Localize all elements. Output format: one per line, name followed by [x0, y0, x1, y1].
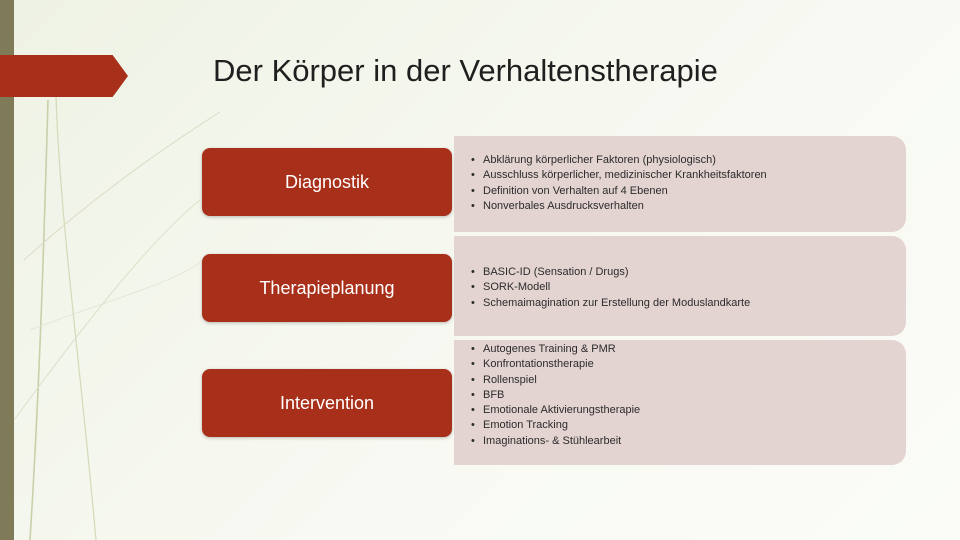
list-item: • Definition von Verhalten auf 4 Ebenen — [471, 184, 896, 199]
label-intervention: Intervention — [279, 392, 375, 413]
label-box-therapieplanung — [202, 254, 452, 322]
detail-box-therapieplanung — [454, 236, 906, 336]
list-item: • Ausschluss körperlicher, medizinischer Krankheitsfaktoren — [471, 168, 896, 183]
detail-list — [471, 153, 896, 214]
detail-list — [471, 265, 896, 311]
list-item: • Imaginations- & Stühlearbeit — [471, 434, 896, 449]
list-item: • BFB — [471, 388, 896, 403]
list-item: • Nonverbales Ausdrucksverhalten — [471, 199, 896, 214]
list-item: • Schemaimagination zur Erstellung der Moduslandkarte — [471, 296, 896, 311]
list-item: • Autogenes Training & PMR — [471, 342, 896, 357]
label-box-intervention — [202, 369, 452, 437]
detail-box-diagnostik — [454, 136, 906, 232]
detail-list — [471, 342, 896, 449]
label-therapieplanung: Therapieplanung — [259, 277, 395, 298]
list-item: • SORK-Modell — [471, 280, 896, 295]
list-item: • Emotion Tracking — [471, 418, 896, 433]
list-item: • Abklärung körperlicher Faktoren (physiologisch) — [471, 153, 896, 168]
accent-arrow — [0, 55, 128, 97]
label-diagnostik: Diagnostik — [284, 171, 370, 192]
page-title: Der Körper in der Verhaltenstherapie — [213, 53, 718, 88]
label-box-diagnostik — [202, 148, 452, 216]
detail-box-intervention — [454, 340, 906, 465]
list-item: • Konfrontationstherapie — [471, 357, 896, 372]
list-item: • Emotionale Aktivierungstherapie — [471, 403, 896, 418]
list-item: • BASIC-ID (Sensation / Drugs) — [471, 265, 896, 280]
list-item: • Rollenspiel — [471, 373, 896, 388]
